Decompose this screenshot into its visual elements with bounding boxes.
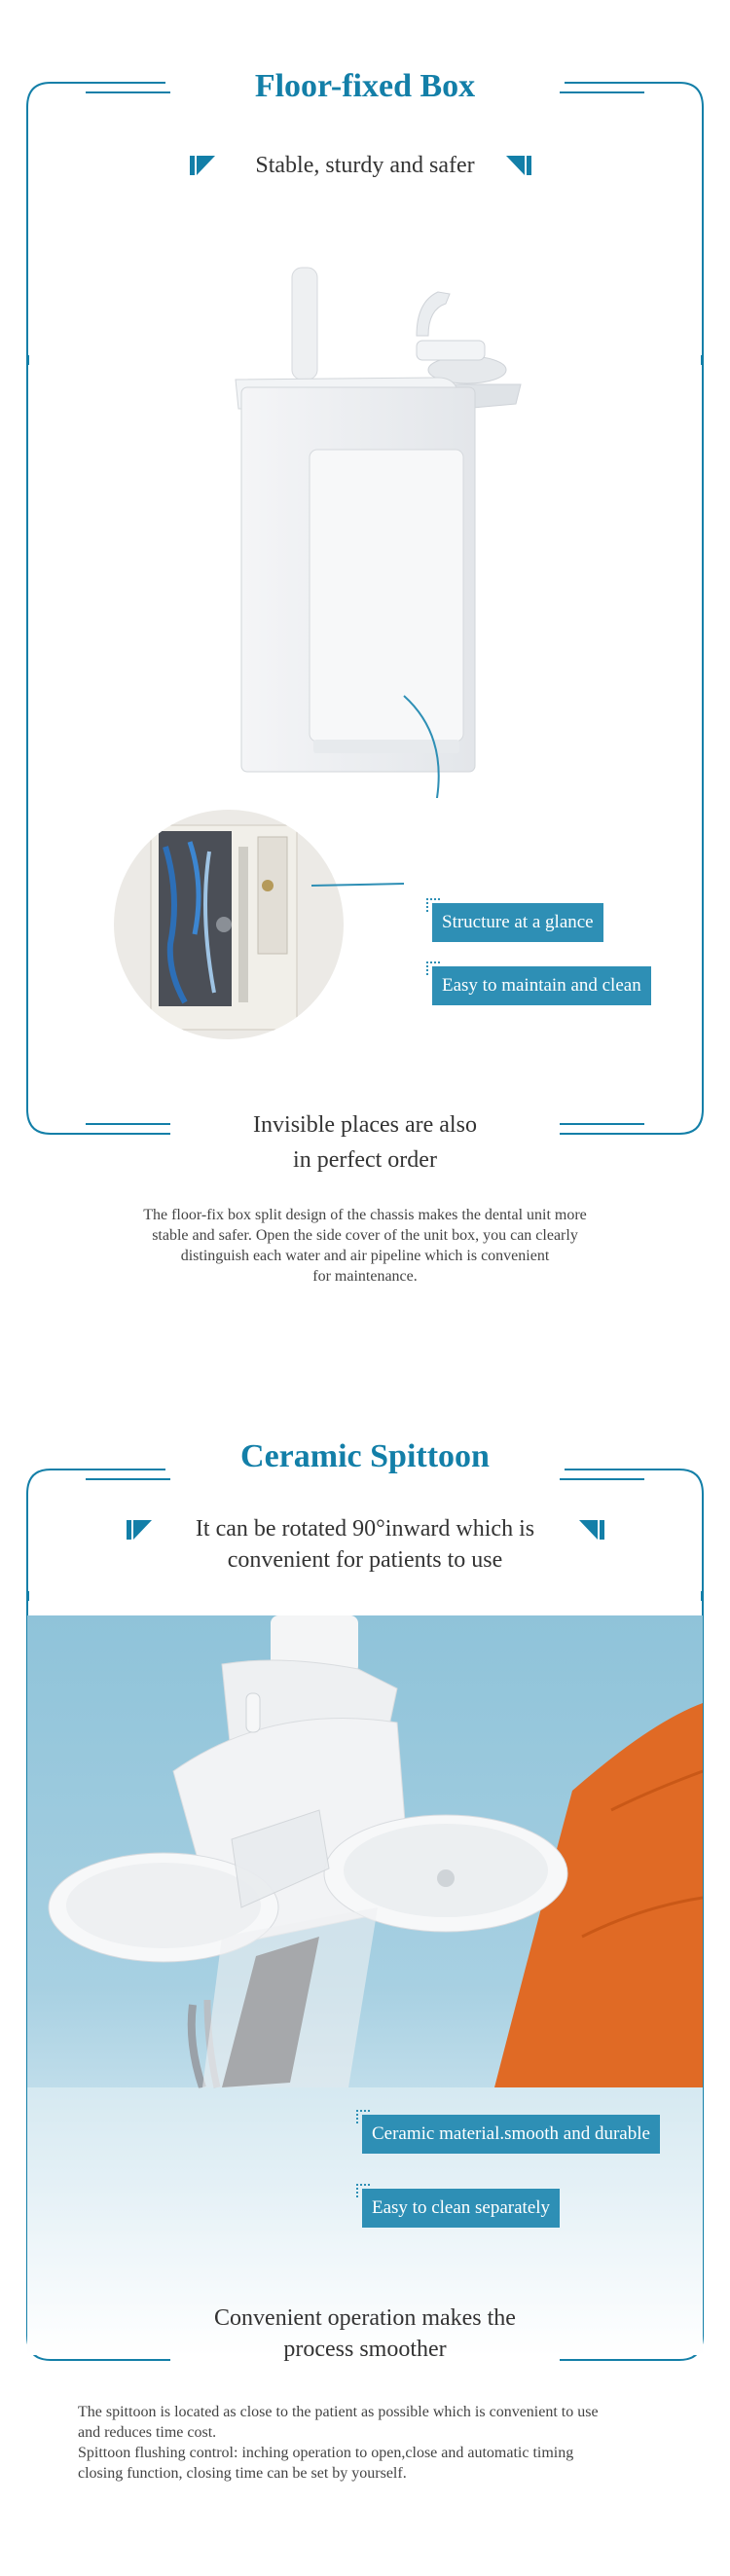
section1-subtitle: Stable, sturdy and safer: [255, 153, 475, 178]
tag-maintain: Easy to maintain and clean: [432, 966, 651, 1005]
section2-caption-line2: process smoother: [283, 2337, 447, 2362]
tag-structure: Structure at a glance: [432, 903, 603, 942]
section2-title: Ceramic Spittoon: [240, 1438, 490, 1474]
tag-easy-clean: Easy to clean separately: [362, 2189, 560, 2228]
section1-paragraph: The floor-fix box split design of the chassis makes the dental unit more stable and safer. Open the side cover of the unit box, you can clearly distinguish each water and air pipeline which is convenient for maintenance.: [143, 1207, 587, 1285]
section2-caption-line1: Convenient operation makes the: [214, 2305, 516, 2331]
section2-subtitle-line2: convenient for patients to use: [227, 1547, 503, 1573]
ceramic-spittoon-illustration: [27, 1615, 703, 2355]
section1-caption-line2: in perfect order: [293, 1147, 437, 1173]
section1-title: Floor-fixed Box: [254, 68, 476, 104]
tag-ceramic-material: Ceramic material.smooth and durable: [362, 2115, 660, 2154]
section2-subtitle-line1: It can be rotated 90°inward which is: [195, 1516, 535, 1542]
pipeline-inset-image: [112, 808, 423, 1041]
section1-caption-line1: Invisible places are also: [253, 1112, 477, 1138]
floor-box-illustration: [195, 263, 545, 798]
right-triangle-icon: [506, 156, 531, 175]
section2-paragraph: The spittoon is located as close to the patient as possible which is convenient to use and reduces time cost. Spittoon flushing control: inching operation to open,close and automatic timing closing function, closing time can be set by yourself.: [78, 2404, 599, 2482]
right-triangle-icon: [579, 1520, 604, 1540]
